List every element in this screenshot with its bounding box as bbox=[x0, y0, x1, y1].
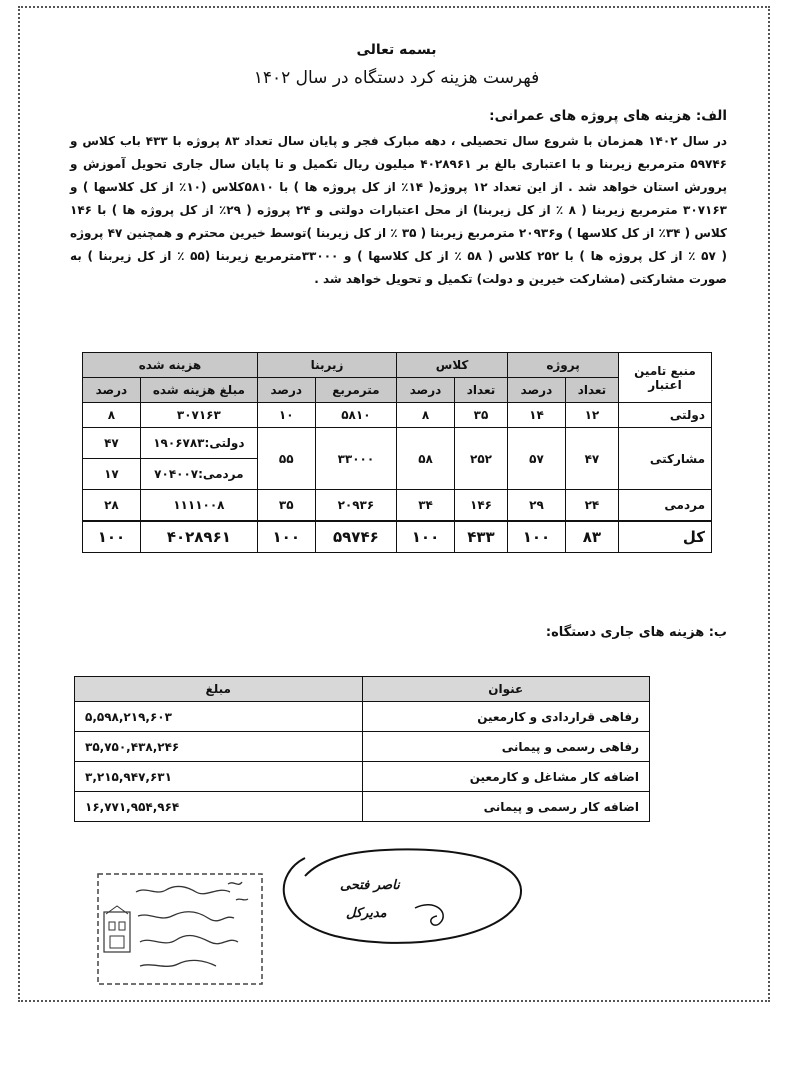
section-a-heading: الف: هزینه های پروژه های عمرانی: bbox=[489, 108, 727, 124]
cell-value: ۲۴ bbox=[565, 490, 618, 522]
cell-value: ۲۵۲ bbox=[454, 428, 507, 490]
cell-source: مشارکتی bbox=[619, 428, 712, 490]
table-subheader-row bbox=[83, 378, 712, 403]
cell-value: ۱۰۰ bbox=[397, 521, 455, 553]
table-row bbox=[75, 792, 650, 822]
cost-amount: ۵,۵۹۸,۲۱۹,۶۰۳ bbox=[75, 702, 363, 732]
cell-value: ۱۰۰ bbox=[257, 521, 315, 553]
cost-amount: ۳۵,۷۵۰,۴۳۸,۲۴۶ bbox=[75, 732, 363, 762]
cell-value: ۱۰۰ bbox=[508, 521, 566, 553]
cost-amount: ۱۶,۷۷۱,۹۵۴,۹۶۴ bbox=[75, 792, 363, 822]
cell-value: ۱۷ bbox=[83, 459, 141, 490]
signature-scribble bbox=[265, 838, 535, 950]
total-row bbox=[83, 521, 712, 553]
subheader-percent: درصد bbox=[397, 378, 455, 403]
subheader-count: تعداد bbox=[454, 378, 507, 403]
section-b-heading: ب: هزینه های جاری دستگاه: bbox=[545, 625, 727, 640]
cell-value: ۵۷ bbox=[508, 428, 566, 490]
page-title: فهرست هزینه کرد دستگاه در سال ۱۴۰۲ bbox=[253, 68, 540, 88]
table-row bbox=[83, 490, 712, 522]
table-row bbox=[75, 702, 650, 732]
cell-value: ۱۴ bbox=[508, 403, 566, 428]
table-row bbox=[75, 732, 650, 762]
cell-value: ۵۵ bbox=[257, 428, 315, 490]
table-row bbox=[83, 428, 712, 459]
signatory-role: مدیرکل bbox=[346, 906, 387, 921]
projects-table bbox=[82, 352, 712, 553]
table-row bbox=[75, 762, 650, 792]
subheader-count: تعداد bbox=[565, 378, 618, 403]
cell-value: ۳۵ bbox=[257, 490, 315, 522]
table-header-row bbox=[75, 677, 650, 702]
cell-value: ۱۰ bbox=[257, 403, 315, 428]
header-source: منبع تامین اعتبار bbox=[619, 353, 712, 403]
cell-value: ۴۰۲۸۹۶۱ bbox=[140, 521, 257, 553]
cell-source: دولتی bbox=[619, 403, 712, 428]
cell-source: مردمی bbox=[619, 490, 712, 522]
cell-value: ۵۸۱۰ bbox=[315, 403, 396, 428]
cell-value: ۳۰۷۱۶۳ bbox=[140, 403, 257, 428]
official-stamp bbox=[96, 870, 264, 988]
table-row bbox=[83, 403, 712, 428]
cell-value: ۳۳۰۰۰ bbox=[315, 428, 396, 490]
cost-amount: ۳,۲۱۵,۹۴۷,۶۳۱ bbox=[75, 762, 363, 792]
cost-title: رفاهی قراردادی و کارمعین bbox=[362, 702, 650, 732]
cell-value: ۱۱۱۱۰۰۸ bbox=[140, 490, 257, 522]
header-class: کلاس bbox=[397, 353, 508, 378]
cell-value: ۵۸ bbox=[397, 428, 455, 490]
current-costs-table bbox=[74, 676, 650, 822]
cell-value: ۲۰۹۳۶ bbox=[315, 490, 396, 522]
table-header-row bbox=[83, 353, 712, 378]
cell-value: ۱۰۰ bbox=[83, 521, 141, 553]
cell-value: ۲۸ bbox=[83, 490, 141, 522]
subheader-percent: درصد bbox=[83, 378, 141, 403]
cell-value: دولتی:۱۹۰۶۷۸۳ bbox=[140, 428, 257, 459]
cell-value: ۸ bbox=[83, 403, 141, 428]
cell-value: ۳۴ bbox=[397, 490, 455, 522]
header-project: پروژه bbox=[508, 353, 619, 378]
cell-value: ۴۷ bbox=[83, 428, 141, 459]
header-amount: مبلغ bbox=[75, 677, 363, 702]
subheader-percent: درصد bbox=[508, 378, 566, 403]
cell-value: ۵۹۷۴۶ bbox=[315, 521, 396, 553]
cost-title: رفاهی رسمی و پیمانی bbox=[362, 732, 650, 762]
subheader-cost-amount: مبلغ هزینه شده bbox=[140, 378, 257, 403]
bismillah: بسمه تعالی bbox=[356, 42, 437, 58]
cell-value: ۸۳ bbox=[565, 521, 618, 553]
subheader-percent: درصد bbox=[257, 378, 315, 403]
cost-title: اضافه کار مشاغل و کارمعین bbox=[362, 762, 650, 792]
header-cost: هزینه شده bbox=[83, 353, 258, 378]
cell-value: ۲۹ bbox=[508, 490, 566, 522]
cell-value: ۳۵ bbox=[454, 403, 507, 428]
header-title: عنوان bbox=[362, 677, 650, 702]
cell-value: ۸ bbox=[397, 403, 455, 428]
signatory-name: ناصر فتحی bbox=[340, 878, 400, 893]
cell-value: ۱۴۶ bbox=[454, 490, 507, 522]
cost-title: اضافه کار رسمی و پیمانی bbox=[362, 792, 650, 822]
cell-value: مردمی:۷۰۴۰۰۷ bbox=[140, 459, 257, 490]
cell-source: کل bbox=[619, 521, 712, 553]
cell-value: ۴۳۳ bbox=[454, 521, 507, 553]
section-a-paragraph: در سال ۱۴۰۲ همزمان با شروع سال تحصیلی ، دهه مبارک فجر و پایان سال تعداد ۸۳ پروژه با ۴۳۳ باب کلاس و ۵۹۷۴۶ مترمربع زیربنا و با اعتباری بالغ بر ۴۰۲۸۹۶۱ میلیون ریال تکمیل و تا پایان سال جاری تحویل آموزش و پرورش استان خواهد شد . از این تعداد ۱۲ پروژه( ۱۴٪ از کل پروژه ها ) با ۵۸۱۰کلاس (۱۰٪ از کل کلاسها ) و ۳۰۷۱۶۳ مترمربع زیربنا ( ۸ ٪ از کل زیربنا) از محل اعتبارات دولتی و ۲۴ پروژه ( ۲۹٪ از کل پروژه ها ) با ۱۴۶ کلاس ( ۳۴٪ از کل کلاسها ) و۲۰۹۳۶ مترمربع زیربنا ( ۳۵ ٪ از کل زیربنا )توسط خیرین محترم و همچنین ۴۷ پروژه ( ۵۷ ٪ از کل پروژه ها ) با ۲۵۲ کلاس ( ۵۸ ٪ از کل کلاسها ) و ۳۳۰۰۰مترمربع زیربنا (۵۵ ٪ از کل زیربنا ) به صورت مشارکتی (مشارکت خیرین و دولت) تکمیل و تحویل خواهد شد . bbox=[70, 134, 728, 286]
subheader-sqm: مترمربع bbox=[315, 378, 396, 403]
cell-value: ۴۷ bbox=[565, 428, 618, 490]
header-area: زیربنا bbox=[257, 353, 396, 378]
cell-value: ۱۲ bbox=[565, 403, 618, 428]
